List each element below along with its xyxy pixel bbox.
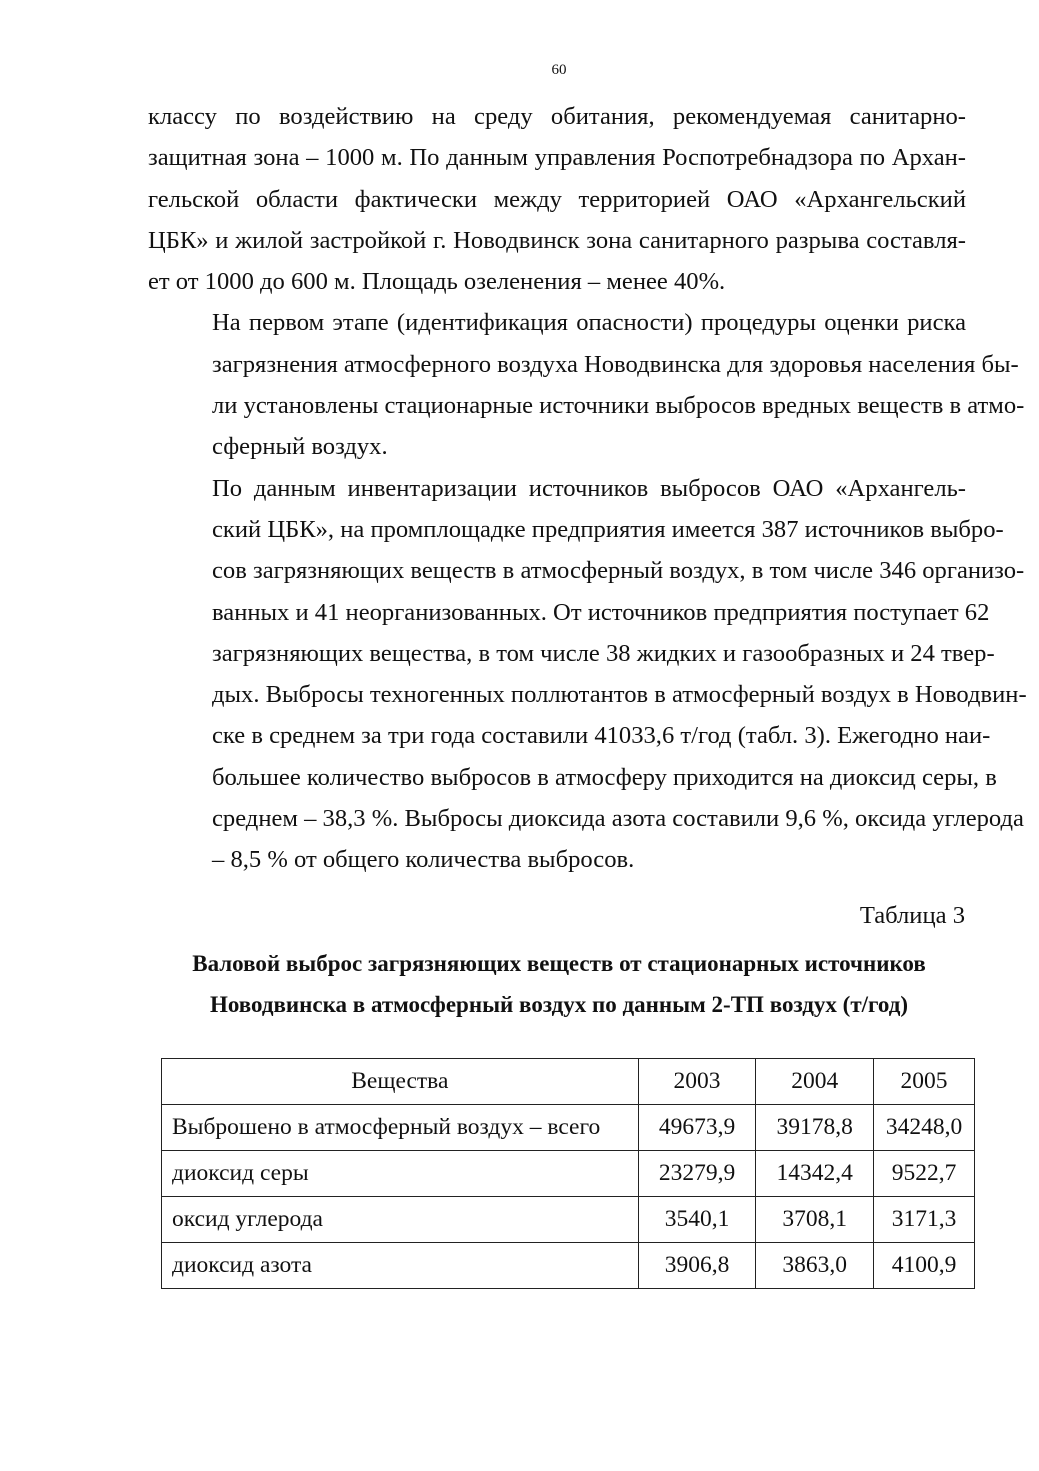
table-title-line: Новодвинска в атмосферный воздух по данным 2-ТП воздух (т/год) <box>209 992 909 1017</box>
table-cell-value: 49673,9 <box>638 1105 756 1151</box>
table-title-line: Валовой выброс загрязняющих веществ от стационарных источников <box>192 951 926 976</box>
text-line: классу по воздействию на среду обитания, рекомендуемая санитарно- <box>148 103 966 130</box>
table-row <box>162 1243 975 1289</box>
text-line: загрязняющих вещества, в том числе 38 жидких и газообразных и 24 твер- <box>212 639 995 667</box>
text-line: – 8,5 % от общего количества выбросов. <box>212 846 635 874</box>
text-line: По данным инвентаризации источников выбросов ОАО «Архангель- <box>212 474 966 502</box>
paragraph-2 <box>148 302 1025 467</box>
table-cell-value: 34248,0 <box>874 1105 975 1151</box>
text-line: гельской области фактически между территорией ОАО «Архангельский <box>148 185 966 213</box>
table-row <box>162 1105 975 1151</box>
table-cell-value: 3906,8 <box>638 1243 756 1289</box>
table-cell-substance: Выброшено в атмосферный воздух – всего <box>162 1105 639 1151</box>
paragraph-3 <box>148 468 1027 881</box>
emissions-table <box>161 1058 975 1289</box>
table-cell-substance: оксид углерода <box>162 1197 639 1243</box>
table-caption: Таблица 3 <box>859 902 965 929</box>
text-line: ли установлены стационарные источники выбросов вредных веществ в атмо- <box>212 392 1025 420</box>
table-cell-substance: диоксид азота <box>162 1243 639 1289</box>
table-cell-substance: диоксид серы <box>162 1151 639 1197</box>
text-line: большее количество выбросов в атмосферу приходится на диоксид серы, в <box>212 763 997 791</box>
paragraph-1 <box>148 96 966 302</box>
table-cell-value: 3708,1 <box>756 1197 874 1243</box>
header-year: 2003 <box>638 1059 756 1105</box>
text-line: среднем – 38,3 %. Выбросы диоксида азота составили 9,6 %, оксида углерода <box>212 805 1024 833</box>
text-line: ет от 1000 до 600 м. Площадь озеленения – менее 40%. <box>148 268 726 296</box>
table-header-row <box>162 1059 975 1105</box>
table-cell-value: 3863,0 <box>756 1243 874 1289</box>
table-cell-value: 14342,4 <box>756 1151 874 1197</box>
text-line: сферный воздух. <box>212 433 388 461</box>
text-line: На первом этапе (идентификация опасности) процедуры оценки риска <box>212 309 966 337</box>
table-cell-value: 23279,9 <box>638 1151 756 1197</box>
table-cell-value: 4100,9 <box>874 1243 975 1289</box>
text-line: загрязнения атмосферного воздуха Новодвинска для здоровья населения бы- <box>212 350 1019 378</box>
table-cell-value: 9522,7 <box>874 1151 975 1197</box>
text-line: ЦБК» и жилой застройкой г. Новодвинск зона санитарного разрыва составля- <box>148 226 966 254</box>
text-line: ске в среднем за три года составили 41033,6 т/год (табл. 3). Ежегодно наи- <box>212 722 991 750</box>
text-line: защитная зона – 1000 м. По данным управления Роспотребнадзора по Архан- <box>148 144 966 172</box>
text-line: ский ЦБК», на промплощадке предприятия имеется 387 источников выбро- <box>212 515 1004 543</box>
table-cell-value: 3540,1 <box>638 1197 756 1243</box>
table-cell-value: 3171,3 <box>874 1197 975 1243</box>
page-number: 60 <box>551 62 567 78</box>
text-line: сов загрязняющих веществ в атмосферный воздух, в том числе 346 организо- <box>212 557 1025 585</box>
table-title <box>110 943 1008 1025</box>
text-line: ванных и 41 неорганизованных. От источников предприятия поступает 62 <box>212 598 990 626</box>
header-year: 2005 <box>874 1059 975 1105</box>
text-line: дых. Выбросы техногенных поллютантов в атмосферный воздух в Новодвин- <box>212 681 1027 709</box>
header-substance: Вещества <box>162 1059 639 1105</box>
table-row <box>162 1151 975 1197</box>
body-text <box>148 96 1027 881</box>
table-row <box>162 1197 975 1243</box>
table-cell-value: 39178,8 <box>756 1105 874 1151</box>
header-year: 2004 <box>756 1059 874 1105</box>
